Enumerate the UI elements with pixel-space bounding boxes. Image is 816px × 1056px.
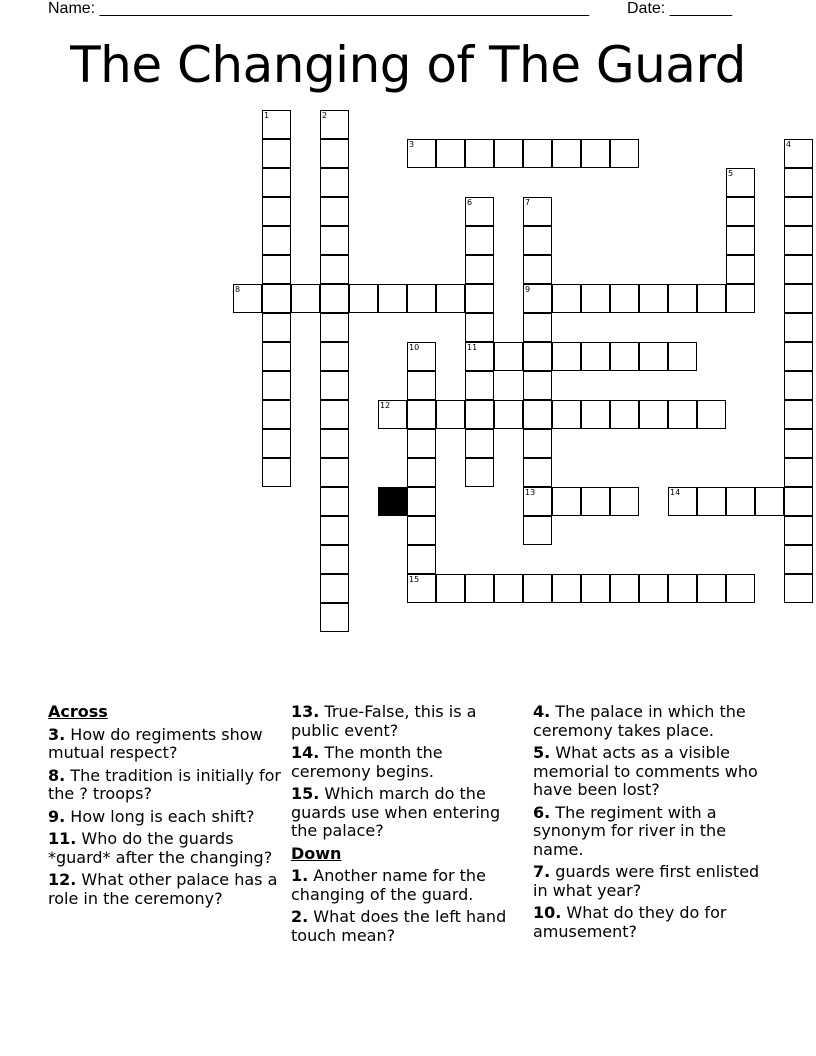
clue-item <box>291 785 526 841</box>
grid-cell[interactable] <box>552 574 581 603</box>
clue-number: 8. <box>48 765 66 785</box>
grid-cell[interactable] <box>523 226 552 255</box>
grid-cell[interactable] <box>407 371 436 400</box>
grid-cell[interactable] <box>465 400 494 429</box>
grid-cell[interactable] <box>465 226 494 255</box>
across-heading: Across <box>48 702 108 721</box>
grid-cell[interactable] <box>320 255 349 284</box>
grid-cell[interactable] <box>320 603 349 632</box>
grid-cell[interactable] <box>697 574 726 603</box>
grid-cell[interactable] <box>784 400 813 429</box>
grid-cell[interactable] <box>494 342 523 371</box>
grid-cell[interactable] <box>726 226 755 255</box>
grid-cell[interactable] <box>494 400 523 429</box>
grid-cell[interactable] <box>320 342 349 371</box>
grid-cell[interactable] <box>726 574 755 603</box>
grid-cell[interactable] <box>784 545 813 574</box>
grid-cell[interactable] <box>465 255 494 284</box>
clue-number: 12. <box>48 870 77 889</box>
grid-cell[interactable] <box>262 255 291 284</box>
clue-item <box>48 726 283 763</box>
grid-cell[interactable] <box>523 400 552 429</box>
grid-cell[interactable] <box>262 197 291 226</box>
down-heading: Down <box>291 843 342 863</box>
grid-cell[interactable] <box>523 487 552 516</box>
grid-cell[interactable] <box>784 226 813 255</box>
grid-cell[interactable] <box>523 429 552 458</box>
grid-cell[interactable] <box>668 574 697 603</box>
grid-cell[interactable] <box>784 255 813 284</box>
clue-number: 1 <box>264 111 270 120</box>
grid-cell[interactable] <box>639 342 668 371</box>
clue-number: 2 <box>322 111 328 120</box>
grid-cell[interactable] <box>407 429 436 458</box>
clue-text: The month the ceremony begins. <box>291 743 443 781</box>
grid-cell[interactable] <box>465 197 494 226</box>
grid-cell[interactable] <box>784 458 813 487</box>
grid-cell[interactable] <box>668 342 697 371</box>
clue-text: The tradition is initially for the ? troops? <box>48 765 282 803</box>
grid-cell[interactable] <box>726 487 755 516</box>
clues-column-1 <box>48 703 283 912</box>
grid-cell[interactable] <box>465 313 494 342</box>
grid-cell[interactable] <box>465 284 494 313</box>
grid-cell[interactable] <box>465 342 494 371</box>
grid-cell[interactable] <box>581 487 610 516</box>
grid-cell[interactable] <box>726 255 755 284</box>
grid-cell[interactable] <box>668 400 697 429</box>
clue-number: 13 <box>525 488 536 497</box>
grid-cell[interactable] <box>291 284 320 313</box>
clue-item <box>48 767 283 804</box>
grid-cell[interactable] <box>755 487 784 516</box>
grid-cell[interactable] <box>465 574 494 603</box>
grid-cell[interactable] <box>784 139 813 168</box>
grid-cell[interactable] <box>436 574 465 603</box>
grid-cell[interactable] <box>523 516 552 545</box>
grid-cell[interactable] <box>610 400 639 429</box>
clue-number: 11 <box>467 343 478 352</box>
grid-cell[interactable] <box>668 487 697 516</box>
clue-number: 1. <box>291 866 309 885</box>
grid-cell[interactable] <box>639 574 668 603</box>
grid-cell[interactable] <box>784 168 813 197</box>
grid-cell[interactable] <box>378 284 407 313</box>
clue-text: Another name for the changing of the guard. <box>291 866 486 904</box>
grid-cell[interactable] <box>494 574 523 603</box>
clue-text: True-False, this is a public event? <box>291 702 477 740</box>
clue-number: 15 <box>409 575 420 584</box>
grid-cell[interactable] <box>320 110 349 139</box>
clue-number: 9 <box>525 285 531 294</box>
clue-number: 6. <box>533 802 551 822</box>
grid-cell[interactable] <box>407 458 436 487</box>
grid-cell[interactable] <box>320 458 349 487</box>
clue-item <box>291 703 526 740</box>
grid-cell[interactable] <box>320 313 349 342</box>
clue-number: 7. <box>533 862 551 881</box>
grid-cell[interactable] <box>262 110 291 139</box>
clue-text: What other palace has a role in the ceremony? <box>48 870 278 908</box>
grid-cell[interactable] <box>320 284 349 313</box>
grid-cell[interactable] <box>262 284 291 313</box>
clue-number: 14 <box>670 488 681 497</box>
grid-cell[interactable] <box>610 342 639 371</box>
grid-cell[interactable] <box>784 313 813 342</box>
grid-cell[interactable] <box>552 342 581 371</box>
clue-item <box>533 904 778 941</box>
grid-cell[interactable] <box>320 197 349 226</box>
grid-cell[interactable] <box>784 284 813 313</box>
grid-cell[interactable] <box>320 429 349 458</box>
clue-number: 11. <box>48 829 77 848</box>
grid-cell[interactable] <box>233 284 262 313</box>
grid-cell[interactable] <box>465 371 494 400</box>
grid-cell[interactable] <box>581 574 610 603</box>
grid-cell[interactable] <box>552 400 581 429</box>
grid-cell[interactable] <box>581 342 610 371</box>
grid-cell[interactable] <box>262 226 291 255</box>
grid-cell[interactable] <box>610 487 639 516</box>
grid-cell[interactable] <box>552 139 581 168</box>
clue-item <box>291 867 526 904</box>
grid-cell[interactable] <box>320 487 349 516</box>
grid-cell[interactable] <box>262 400 291 429</box>
clue-number: 12 <box>380 401 391 410</box>
clue-text: What do they do for amusement? <box>533 903 727 941</box>
grid-cell[interactable] <box>407 545 436 574</box>
grid-cell[interactable] <box>784 487 813 516</box>
grid-cell[interactable] <box>465 429 494 458</box>
grid-cell[interactable] <box>407 139 436 168</box>
grid-cell[interactable] <box>262 139 291 168</box>
clue-item <box>48 830 283 867</box>
grid-cell[interactable] <box>436 400 465 429</box>
clue-number: 14. <box>291 743 320 762</box>
grid-cell[interactable] <box>610 284 639 313</box>
clue-number: 5. <box>533 743 551 762</box>
clue-text: guards were first enlisted in what year? <box>533 862 760 900</box>
grid-cell[interactable] <box>262 342 291 371</box>
grid-cell[interactable] <box>726 197 755 226</box>
clue-item <box>533 863 778 900</box>
clue-number: 4. <box>533 702 551 721</box>
grid-cell[interactable] <box>407 284 436 313</box>
clue-text: How do regiments show mutual respect? <box>48 724 263 762</box>
grid-cell[interactable] <box>523 574 552 603</box>
grid-cell[interactable] <box>697 400 726 429</box>
grid-cell[interactable] <box>262 371 291 400</box>
grid-cell[interactable] <box>407 400 436 429</box>
clue-number: 10 <box>409 343 420 352</box>
clue-text: Which march do the guards use when entering the palace? <box>291 784 501 840</box>
clue-text: How long is each shift? <box>65 806 255 826</box>
clues-column-3 <box>533 703 778 945</box>
grid-cell[interactable] <box>378 400 407 429</box>
grid-cell[interactable] <box>523 342 552 371</box>
grid-cell[interactable] <box>523 313 552 342</box>
date-field[interactable]: Date: _______ <box>627 0 732 17</box>
grid-cell[interactable] <box>320 574 349 603</box>
grid-cell[interactable] <box>494 139 523 168</box>
grid-cell[interactable] <box>784 197 813 226</box>
grid-cell[interactable] <box>784 429 813 458</box>
clue-number: 2. <box>291 907 309 926</box>
grid-cell[interactable] <box>581 139 610 168</box>
grid-cell[interactable] <box>320 139 349 168</box>
grid-cell[interactable] <box>552 487 581 516</box>
grid-cell[interactable] <box>784 342 813 371</box>
grid-cell[interactable] <box>407 487 436 516</box>
clue-number: 10. <box>533 903 562 922</box>
grid-cell[interactable] <box>784 516 813 545</box>
grid-cell[interactable] <box>523 139 552 168</box>
grid-cell[interactable] <box>697 487 726 516</box>
grid-cell[interactable] <box>523 197 552 226</box>
grid-cell[interactable] <box>407 516 436 545</box>
grid-cell[interactable] <box>784 371 813 400</box>
grid-cell[interactable] <box>697 284 726 313</box>
grid-cell[interactable] <box>320 516 349 545</box>
clue-text: The regiment with a synonym for river in the name. <box>533 802 727 859</box>
clue-number: 4 <box>786 140 792 149</box>
grid-cell[interactable] <box>610 574 639 603</box>
grid-cell[interactable] <box>465 458 494 487</box>
clue-item <box>291 744 526 781</box>
clue-item <box>48 871 283 908</box>
clue-text: Who do the guards *guard* after the changing? <box>48 829 273 867</box>
clue-number: 9. <box>48 806 66 826</box>
grid-cell[interactable] <box>726 168 755 197</box>
grid-cell[interactable] <box>639 284 668 313</box>
clue-text: The palace in which the ceremony takes place. <box>533 702 746 740</box>
grid-cell[interactable] <box>436 139 465 168</box>
grid-cell[interactable] <box>668 284 697 313</box>
clue-item <box>533 744 778 800</box>
grid-cell[interactable] <box>436 284 465 313</box>
clue-item <box>533 804 778 860</box>
grid-cell[interactable] <box>581 400 610 429</box>
grid-cell[interactable] <box>784 574 813 603</box>
grid-cell[interactable] <box>320 226 349 255</box>
grid-cell[interactable] <box>523 255 552 284</box>
black-cell <box>378 487 407 516</box>
clue-number: 7 <box>525 198 531 207</box>
grid-cell[interactable] <box>639 400 668 429</box>
grid-cell[interactable] <box>262 313 291 342</box>
grid-cell[interactable] <box>523 371 552 400</box>
grid-cell[interactable] <box>407 574 436 603</box>
grid-cell[interactable] <box>610 139 639 168</box>
clue-number: 3. <box>48 724 66 744</box>
clue-item <box>291 908 526 945</box>
clue-text: What acts as a visible memorial to comments who have been lost? <box>533 743 758 799</box>
clue-number: 13. <box>291 702 320 721</box>
grid-cell[interactable] <box>523 458 552 487</box>
clues-column-2 <box>291 703 526 949</box>
grid-cell[interactable] <box>465 139 494 168</box>
grid-cell[interactable] <box>407 342 436 371</box>
name-field[interactable]: Name: _______________________________________________________ <box>48 0 589 17</box>
clue-number: 5 <box>728 169 734 178</box>
grid-cell[interactable] <box>320 545 349 574</box>
grid-cell[interactable] <box>349 284 378 313</box>
grid-cell[interactable] <box>552 284 581 313</box>
clue-number: 8 <box>235 285 241 294</box>
grid-cell[interactable] <box>320 168 349 197</box>
clue-number: 6 <box>467 198 473 207</box>
grid-cell[interactable] <box>262 458 291 487</box>
clue-item <box>533 703 778 740</box>
grid-cell[interactable] <box>581 284 610 313</box>
grid-cell[interactable] <box>320 371 349 400</box>
page-title: The Changing of The Guard <box>70 36 746 94</box>
grid-cell[interactable] <box>523 284 552 313</box>
grid-cell[interactable] <box>262 168 291 197</box>
clue-text: What does the left hand touch mean? <box>291 907 507 945</box>
clue-number: 15. <box>291 784 320 803</box>
grid-cell[interactable] <box>320 400 349 429</box>
grid-cell[interactable] <box>262 429 291 458</box>
clue-item <box>48 808 283 827</box>
clue-number: 3 <box>409 140 415 149</box>
grid-cell[interactable] <box>726 284 755 313</box>
